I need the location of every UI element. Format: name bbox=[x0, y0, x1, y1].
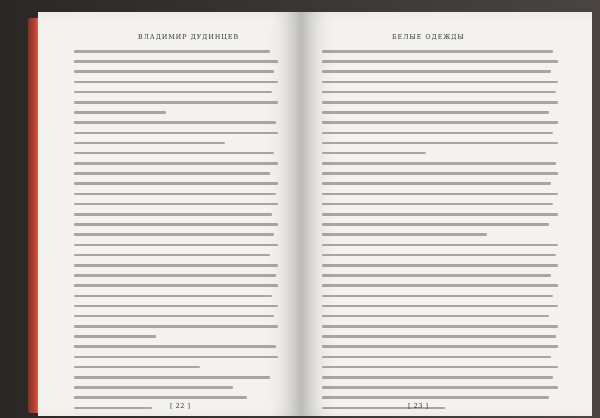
text-line bbox=[322, 376, 553, 379]
text-line bbox=[74, 50, 270, 53]
text-line bbox=[74, 91, 272, 94]
left-page bbox=[38, 12, 300, 416]
text-line bbox=[74, 264, 278, 267]
text-line bbox=[322, 91, 556, 94]
text-line bbox=[322, 193, 558, 196]
text-line bbox=[322, 264, 558, 267]
text-line bbox=[322, 325, 558, 328]
text-line bbox=[74, 356, 278, 359]
text-line bbox=[74, 111, 166, 114]
text-line bbox=[322, 101, 558, 104]
text-line bbox=[74, 70, 274, 73]
text-line bbox=[74, 284, 278, 287]
text-line bbox=[322, 81, 558, 84]
text-line bbox=[74, 182, 278, 185]
right-page-number: [ 23 ] bbox=[408, 402, 429, 410]
right-page-header: БЕЛЫЕ ОДЕЖДЫ bbox=[392, 34, 465, 41]
text-line bbox=[74, 366, 200, 369]
text-line bbox=[74, 101, 278, 104]
text-line bbox=[74, 376, 270, 379]
text-line bbox=[322, 182, 551, 185]
text-line bbox=[322, 142, 558, 145]
text-line bbox=[322, 366, 558, 369]
text-line bbox=[322, 244, 558, 247]
text-line bbox=[322, 50, 553, 53]
text-line bbox=[74, 172, 270, 175]
text-line bbox=[322, 295, 553, 298]
text-line bbox=[322, 356, 551, 359]
text-line bbox=[74, 386, 233, 389]
text-line bbox=[74, 152, 274, 155]
text-line bbox=[74, 345, 276, 348]
text-line bbox=[322, 305, 558, 308]
left-page-header: ВЛАДИМИР ДУДИНЦЕВ bbox=[138, 34, 240, 41]
text-line bbox=[322, 335, 556, 338]
text-line bbox=[74, 335, 156, 338]
text-line bbox=[322, 345, 558, 348]
text-line bbox=[74, 233, 274, 236]
text-line bbox=[322, 274, 551, 277]
left-page-number: [ 22 ] bbox=[170, 402, 191, 410]
text-line bbox=[74, 142, 225, 145]
text-line bbox=[74, 203, 278, 206]
text-line bbox=[74, 60, 278, 63]
text-line bbox=[322, 213, 558, 216]
left-page-text bbox=[74, 50, 278, 416]
text-line bbox=[322, 162, 556, 165]
text-line bbox=[74, 325, 278, 328]
text-line bbox=[322, 70, 551, 73]
text-line bbox=[74, 213, 272, 216]
text-line bbox=[74, 132, 278, 135]
text-line bbox=[74, 121, 276, 124]
text-line bbox=[74, 254, 270, 257]
text-line bbox=[322, 386, 558, 389]
text-line bbox=[74, 223, 278, 226]
text-line bbox=[74, 295, 272, 298]
text-line bbox=[322, 132, 553, 135]
text-line bbox=[322, 284, 558, 287]
text-line bbox=[322, 315, 549, 318]
text-line bbox=[322, 121, 558, 124]
text-line bbox=[322, 396, 549, 399]
text-line bbox=[322, 233, 487, 236]
text-line bbox=[322, 60, 558, 63]
text-line bbox=[322, 152, 426, 155]
text-line bbox=[74, 305, 278, 308]
right-page bbox=[300, 12, 592, 416]
text-line bbox=[322, 111, 549, 114]
text-line bbox=[74, 274, 276, 277]
text-line bbox=[74, 162, 278, 165]
text-line bbox=[74, 244, 278, 247]
text-line bbox=[322, 172, 558, 175]
text-line bbox=[322, 254, 556, 257]
text-line bbox=[74, 407, 152, 410]
text-line bbox=[74, 193, 276, 196]
text-line bbox=[74, 81, 278, 84]
right-page-text bbox=[322, 50, 558, 416]
text-line bbox=[74, 315, 274, 318]
text-line bbox=[322, 203, 553, 206]
text-line bbox=[322, 223, 549, 226]
text-line bbox=[74, 396, 247, 399]
